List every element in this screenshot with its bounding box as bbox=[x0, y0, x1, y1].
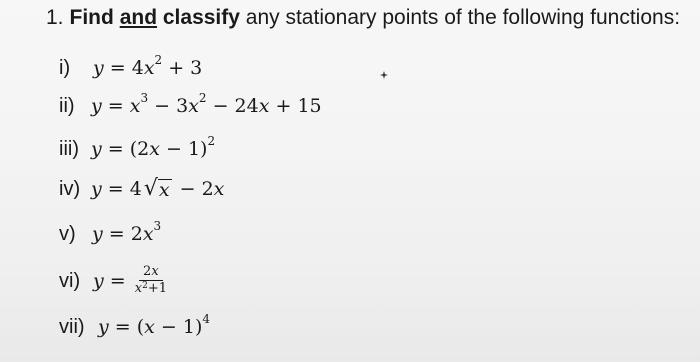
question-conjunction: and bbox=[119, 6, 158, 29]
question-text: any stationary points of the following functions: bbox=[239, 6, 681, 29]
function-expression: y = 4 x $^2$ + 3 bbox=[93, 53, 203, 79]
item-label: i) bbox=[59, 56, 71, 79]
item-label: iii) bbox=[59, 137, 79, 160]
function-expression: y = 2 x $^3$ bbox=[92, 219, 162, 245]
small-star-cursor-icon bbox=[380, 71, 388, 79]
function-item-vii bbox=[59, 312, 210, 342]
question-heading bbox=[46, 4, 680, 32]
item-label: ii) bbox=[59, 94, 75, 117]
question-verb-find: Find bbox=[69, 6, 114, 29]
question-number: 1. bbox=[46, 6, 64, 29]
function-expression: y = ( x − 1) $^4$ bbox=[98, 312, 211, 338]
radical-sign-icon: √ bbox=[143, 176, 158, 201]
function-item-iii bbox=[59, 134, 215, 164]
fraction: $\frac{2x}{x^2+1}$ bbox=[134, 264, 167, 296]
item-label: v) bbox=[59, 222, 76, 245]
function-item-v bbox=[59, 219, 161, 249]
function-expression: y = (2 x − 1) $^2$ bbox=[91, 134, 216, 160]
square-root: √ x bbox=[143, 176, 170, 201]
function-item-ii bbox=[59, 91, 322, 121]
function-item-iv bbox=[59, 174, 224, 204]
item-label: iv) bbox=[59, 177, 81, 200]
function-item-vi bbox=[59, 262, 170, 300]
function-expression: y = x $^3$ − 3 x $^2$ − 24 x + 15 bbox=[91, 91, 322, 117]
item-label: vi) bbox=[59, 269, 81, 292]
function-expression: y = 4 √ x − 2 x bbox=[91, 176, 225, 201]
item-label: vii) bbox=[59, 315, 85, 338]
question-verb-classify: classify bbox=[162, 6, 240, 29]
function-expression: y = $\frac{2x}{x^2+1}$ bbox=[93, 264, 167, 296]
function-item-i bbox=[59, 53, 202, 83]
